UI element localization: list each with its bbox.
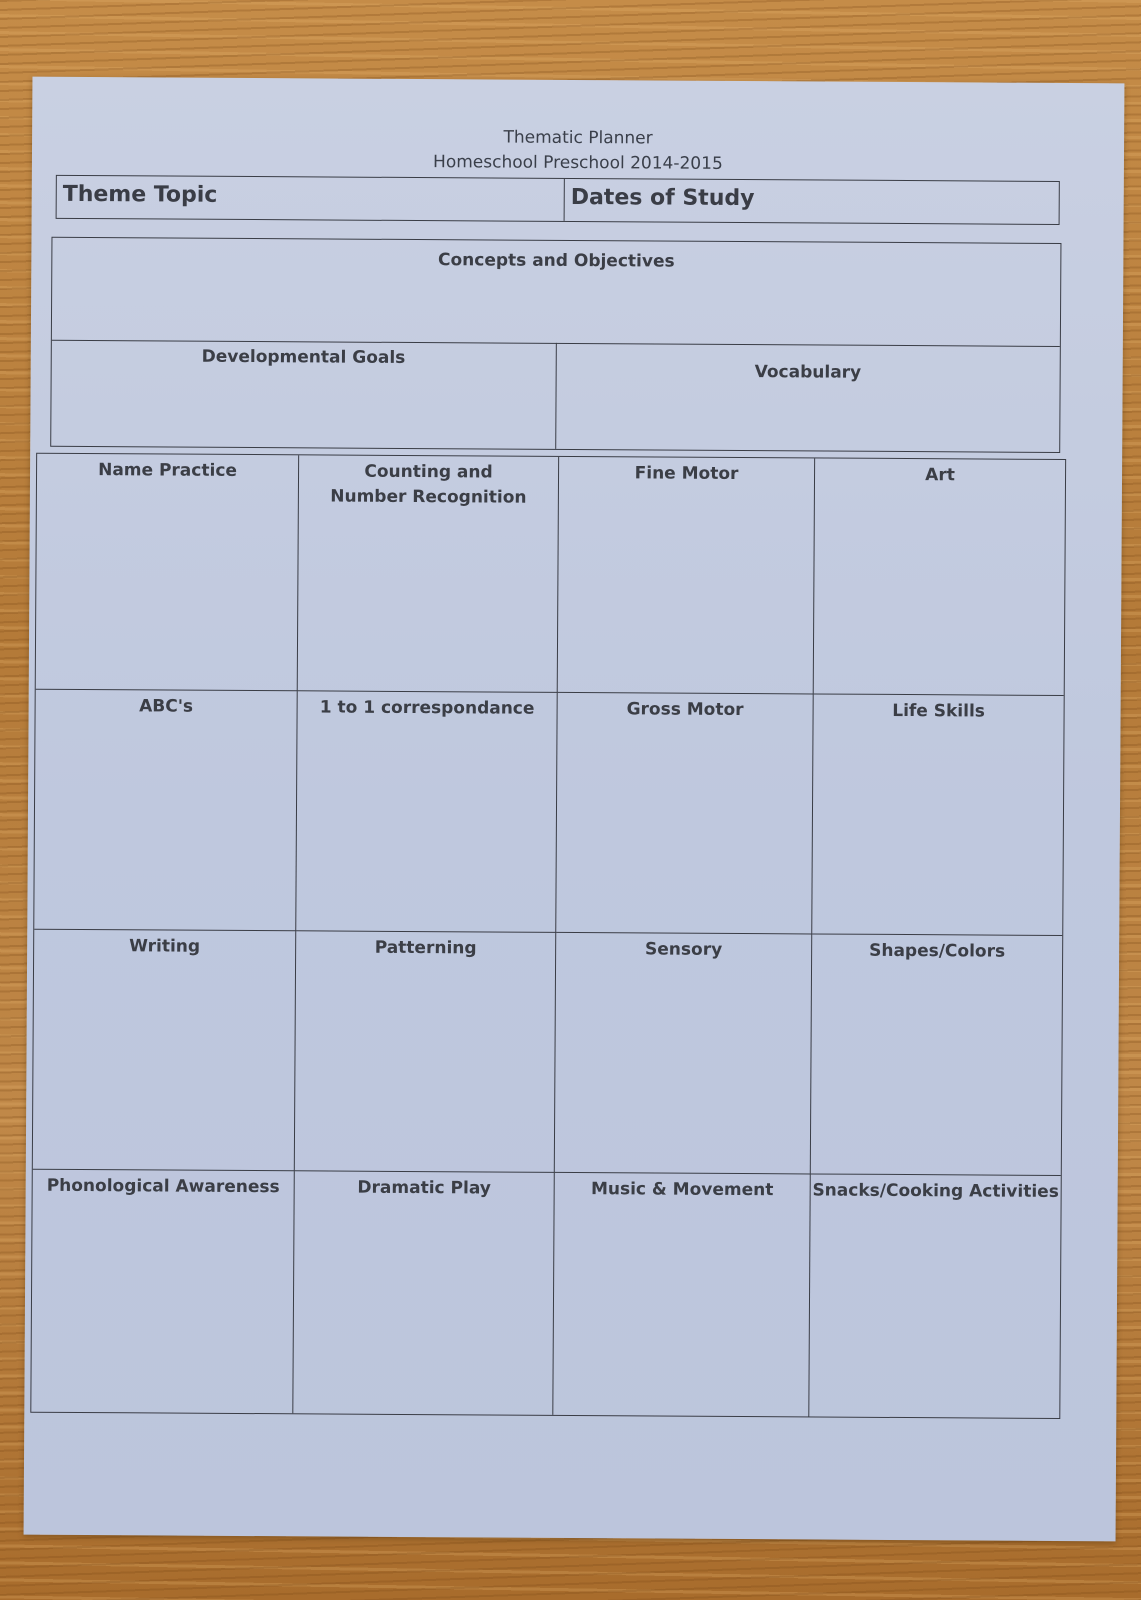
activity-label: Counting and Number Recognition xyxy=(330,461,527,508)
activity-cell xyxy=(556,693,813,935)
activity-cell xyxy=(293,1171,554,1415)
planner-title: Thematic Planner xyxy=(503,127,653,149)
theme-topic-cell xyxy=(57,176,565,221)
activity-label: Fine Motor xyxy=(634,463,739,484)
activity-label: Writing xyxy=(129,936,201,957)
activity-cell xyxy=(812,694,1063,936)
developmental-goals-label: Developmental Goals xyxy=(201,346,406,368)
activity-label: Life Skills xyxy=(892,700,985,722)
activity-label: Patterning xyxy=(374,937,477,959)
activity-cell xyxy=(553,1173,810,1417)
activity-label: Shapes/Colors xyxy=(869,940,1006,962)
activity-cell xyxy=(295,931,556,1173)
activity-cell xyxy=(555,933,812,1175)
activity-label: Phonological Awareness xyxy=(46,1175,280,1198)
header-row xyxy=(56,175,1060,225)
activity-label: Gross Motor xyxy=(626,699,744,721)
planner-subtitle: Homeschool Preschool 2014-2015 xyxy=(433,152,723,174)
developmental-goals-cell xyxy=(51,340,556,449)
concepts-section xyxy=(50,237,1061,453)
activity-cell xyxy=(298,455,559,693)
concepts-label: Concepts and Objectives xyxy=(437,250,675,272)
activity-label: Name Practice xyxy=(98,460,238,481)
activity-cell xyxy=(36,454,299,692)
title-block xyxy=(32,123,1124,180)
activity-cell xyxy=(31,1170,294,1414)
goals-vocabulary-row xyxy=(51,340,1060,452)
activity-label: Art xyxy=(925,465,955,486)
concepts-cell xyxy=(52,238,1061,347)
activity-label: Dramatic Play xyxy=(357,1177,491,1199)
dates-of-study-label: Dates of Study xyxy=(570,184,755,212)
activity-cell xyxy=(809,1174,1060,1418)
activity-grid xyxy=(30,453,1066,1419)
activity-cell xyxy=(34,690,297,932)
vocabulary-cell xyxy=(556,343,1060,452)
planner-sheet xyxy=(24,77,1125,1542)
activity-label: Sensory xyxy=(645,939,723,960)
activity-cell xyxy=(33,930,296,1172)
activity-cell xyxy=(558,457,815,695)
activity-label: Snacks/Cooking Activities xyxy=(812,1180,1059,1202)
activity-cell xyxy=(296,691,557,933)
vocabulary-label: Vocabulary xyxy=(754,362,862,383)
activity-label: 1 to 1 correspondance xyxy=(319,697,535,719)
activity-cell xyxy=(811,934,1062,1176)
activity-label: Music & Movement xyxy=(590,1179,774,1201)
theme-topic-label: Theme Topic xyxy=(62,181,218,208)
dates-of-study-cell xyxy=(565,179,1059,224)
activity-label: ABC's xyxy=(139,696,194,717)
activity-cell xyxy=(814,458,1065,696)
